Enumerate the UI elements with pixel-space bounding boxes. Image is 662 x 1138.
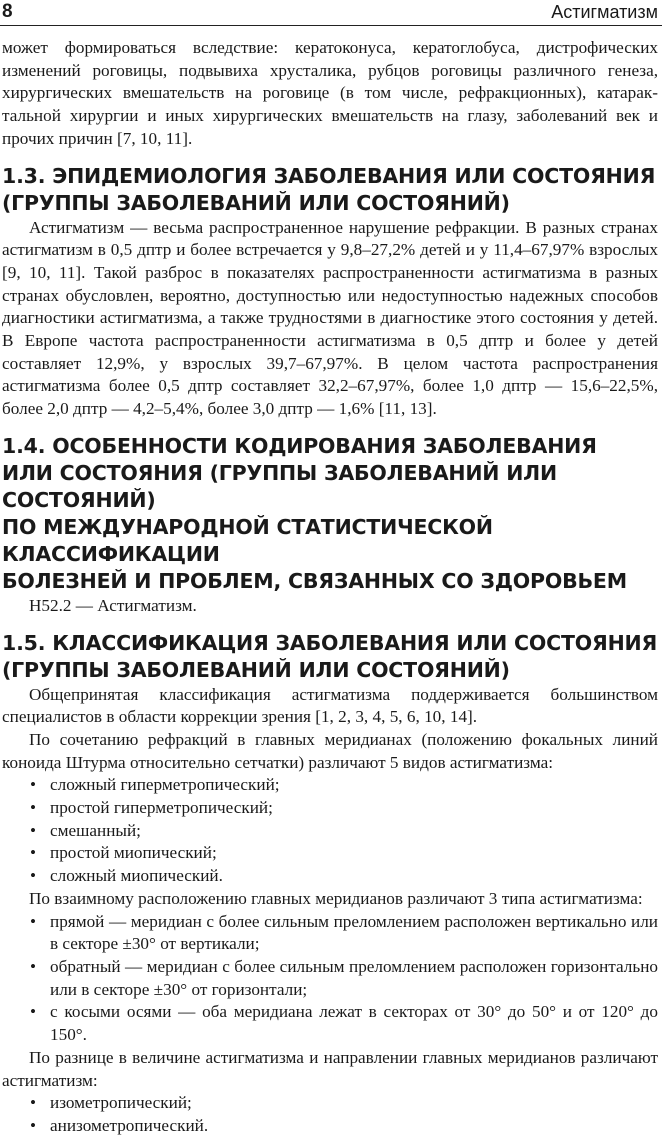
section-1-4-title-line3: ПО МЕЖДУНАРОДНОЙ СТАТИСТИЧЕСКОЙ КЛАССИФИКАЦИИ (2, 514, 493, 566)
list-item (2, 911, 658, 956)
bullet-icon: • (30, 1093, 37, 1113)
section-1-3-title-line1: 1.3. ЭПИДЕМИОЛОГИЯ ЗАБОЛЕВАНИЯ ИЛИ СОСТОЯНИЯ (2, 163, 656, 188)
bullet-icon: • (30, 956, 37, 976)
bullet-icon: • (30, 911, 37, 931)
section-1-4-title-line1: 1.4. ОСОБЕННОСТИ КОДИРОВАНИЯ ЗАБОЛЕВАНИЯ (2, 433, 597, 458)
astigmatism-types-list (2, 774, 658, 888)
symmetry-types-list (2, 1092, 658, 1137)
list-item (2, 842, 658, 865)
list-item (2, 797, 658, 820)
list-item-text: простой гиперметропический; (50, 798, 273, 818)
list-item (2, 774, 658, 797)
section-1-4-title-line2: ИЛИ СОСТОЯНИЯ (ГРУППЫ ЗАБОЛЕВАНИЙ ИЛИ СОСТОЯНИЙ) (2, 460, 557, 512)
list-item (2, 956, 658, 1001)
list-item-text: сложный миопический. (50, 866, 223, 886)
list-item (2, 820, 658, 843)
section-1-5-title (2, 630, 658, 684)
header-rule (0, 25, 662, 26)
list-item-text: простой миопический; (50, 843, 217, 863)
intro-paragraph: может формироваться вследствие: кератоконуса, кератоглобуса, дистрофических изменений роговицы, подвывиха хрусталика, рубцов роговицы различного генеза, хирургических вмешательств на роговице (в том числе, рефракционных), катарактальной хирургии и иных хирургических вмешательств на глазу, заболеваний век и прочих причин [7, 10, 11]. (2, 38, 658, 148)
bullet-icon: • (30, 843, 37, 863)
list-item-text: обратный — меридиан с более сильным преломлением расположен горизонтально или в секторе ±30° от горизонтали; (50, 956, 658, 999)
running-title: Астигматизм (551, 2, 658, 22)
list-item (2, 1115, 658, 1138)
list-item-text: анизометропический. (50, 1115, 209, 1135)
bullet-icon: • (30, 775, 37, 795)
page-number: 8 (2, 1, 13, 22)
classification-paragraph-2: По сочетанию рефракций в главных меридианах (положению фокальных линий коноида Штурма относительно сетчатки) различают 5 видов астигматизма: (2, 729, 658, 772)
classification-paragraph-4: По разнице в величине астигматизма и направлении главных меридианов различают астигматизм: (2, 1047, 658, 1090)
list-item-text: смешанный; (50, 820, 141, 840)
list-item-text: прямой — меридиан с более сильным преломлением расположен вертикально или в секторе ±30° от вертикали; (50, 911, 658, 954)
classification-paragraph-1: Общепринятая классификация астигматизма поддерживается большинством специалистов в области коррекции зрения [1, 2, 3, 4, 5, 6, 10, 14]. (2, 684, 658, 727)
page-content (2, 37, 658, 1138)
section-1-5-title-line1: 1.5. КЛАССИФИКАЦИЯ ЗАБОЛЕВАНИЯ ИЛИ СОСТОЯНИЯ (2, 630, 658, 655)
bullet-icon: • (30, 866, 37, 886)
list-item (2, 865, 658, 888)
bullet-icon: • (30, 1002, 37, 1022)
classification-paragraph-3: По взаимному расположению главных меридианов различают 3 типа астигматизма: (29, 888, 643, 908)
list-item (2, 1092, 658, 1115)
list-item (2, 1001, 658, 1046)
icd-code: Н52.2 — Астигматизм. (29, 595, 197, 615)
section-1-4-title-line4: БОЛЕЗНЕЙ И ПРОБЛЕМ, СВЯЗАННЫХ СО ЗДОРОВЬЕМ (2, 568, 627, 593)
list-item-text: с косыми осями — оба меридиана лежат в секторах от 30° до 50° и от 120° до 150°. (50, 1002, 658, 1045)
bullet-icon: • (30, 798, 37, 818)
section-1-3-title (2, 163, 658, 217)
axis-types-list (2, 911, 658, 1047)
bullet-icon: • (30, 820, 37, 840)
bullet-icon: • (30, 1115, 37, 1135)
epidemiology-paragraph: Астигматизм — весьма распространенное нарушение рефракции. В разных странах астигматизм в 0,5 дптр и более встречается у 9,8–27,2% детей и у 11,4–67,97% взрослых [9, 10, 11]. Такой разброс в показателях распространенности астигматизма в разных странах обусловлен, вероятно, доступностью или недоступностью надежных способов диагностики астигматизма, а также трудностями в диагностике этого состояния у детей. В Европе частота распространенности астигматизма в 0,5 дптр и более у детей составляет 12,9%, у взрослых 39,7–67,97%. В целом частота распространения астигматизма более 0,5 дптр составляет 32,2–67,97%, более 1,0 дптр — 15,6–22,5%, более 2,0 дптр — 4,2–5,4%, более 3,0 дптр — 1,6% [11, 13]. (2, 217, 658, 419)
section-1-3-title-line2: (ГРУППЫ ЗАБОЛЕВАНИЙ ИЛИ СОСТОЯНИЙ) (2, 190, 510, 215)
list-item-text: изометропический; (50, 1093, 192, 1113)
section-1-5-title-line2: (ГРУППЫ ЗАБОЛЕВАНИЙ ИЛИ СОСТОЯНИЙ) (2, 657, 510, 682)
list-item-text: сложный гиперметропический; (50, 775, 280, 795)
section-1-4-title (2, 433, 658, 595)
running-head (0, 0, 662, 26)
